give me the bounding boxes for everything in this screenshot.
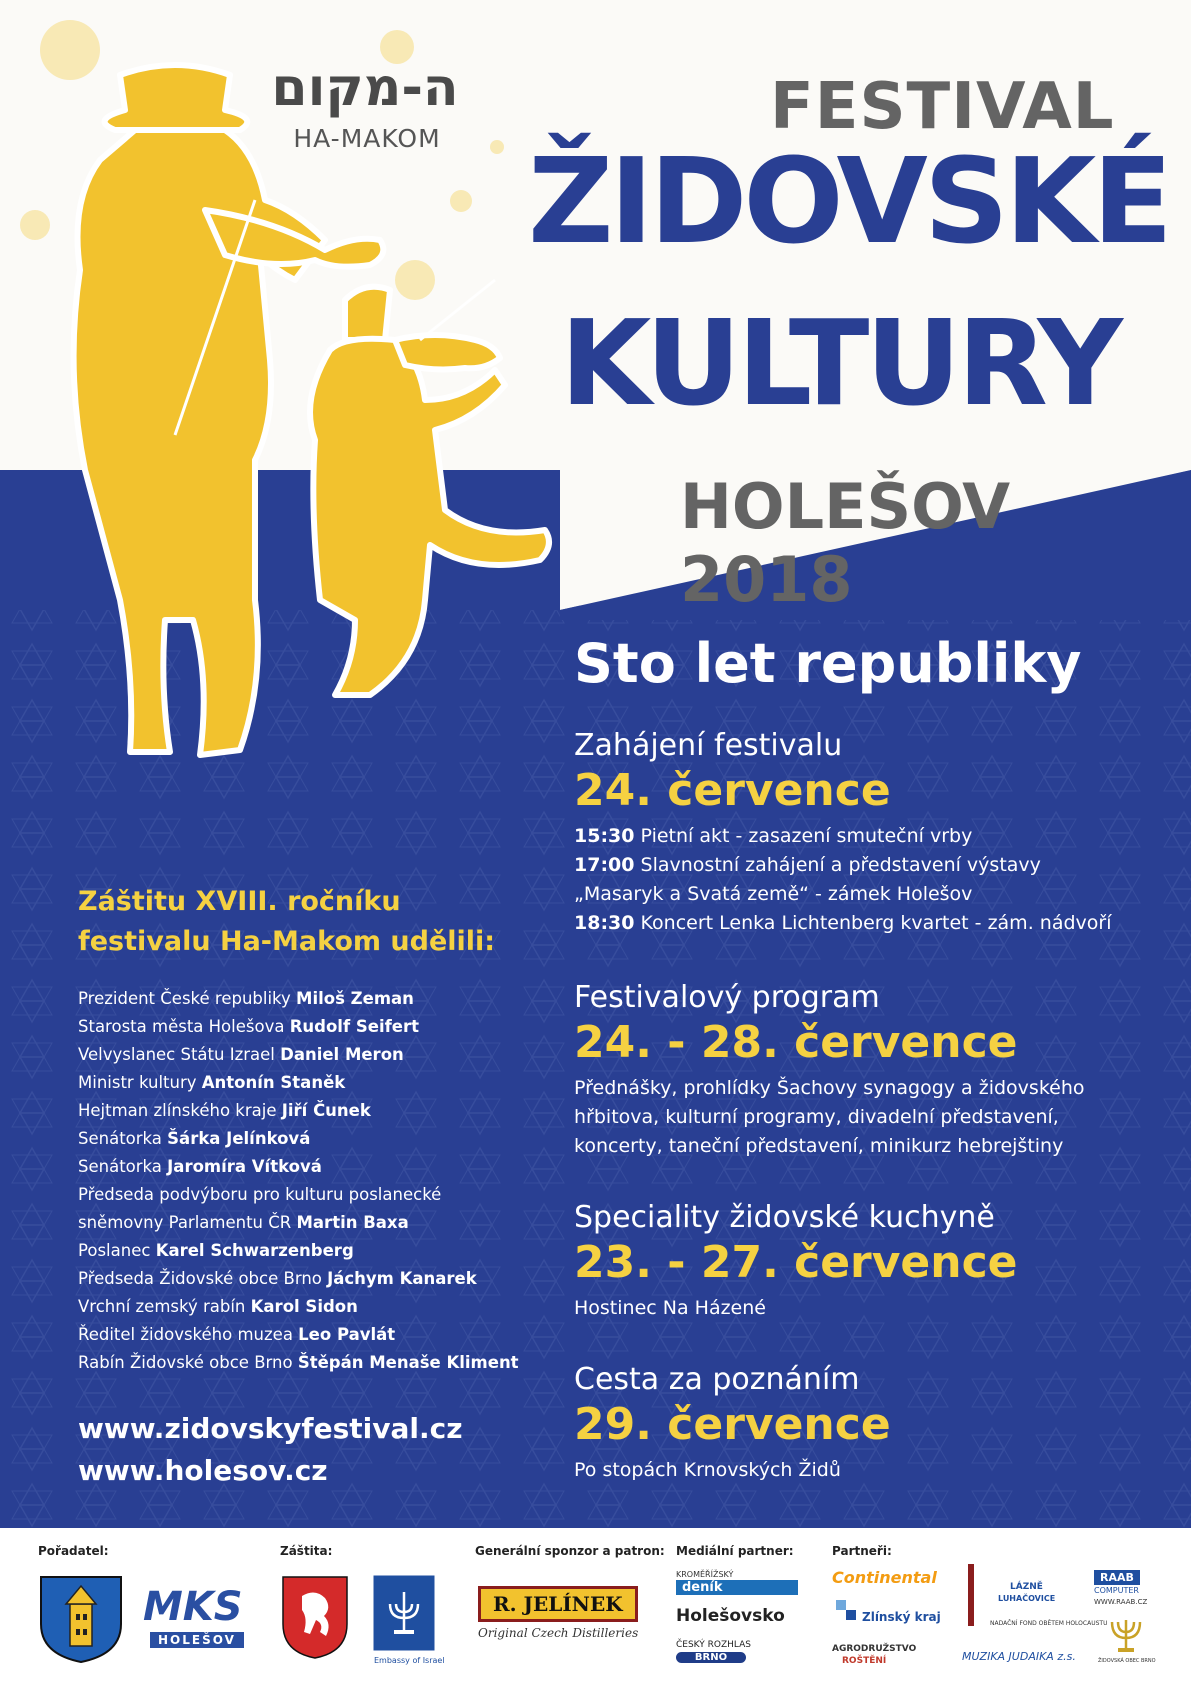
zlinsky-kraj-icon: [836, 1600, 858, 1620]
embassy-of-israel-emblem-icon: [372, 1574, 436, 1652]
menorah-icon: [1106, 1616, 1146, 1654]
patronage-list: [78, 985, 548, 1377]
program-line: „Masaryk a Svatá země“ - zámek Holešov: [574, 883, 973, 905]
rozhlas-sub: BRNO: [676, 1652, 746, 1663]
brand-latin: HA-MAKOM: [293, 124, 441, 153]
subtitle: Sto let republiky: [574, 632, 1082, 695]
section-date: 23. - 27. července: [574, 1237, 1018, 1288]
patron-item: Ředitel židovského muzea Leo Pavlát: [78, 1325, 396, 1344]
patron-item: Předseda podvýboru pro kulturu poslanecké: [78, 1185, 442, 1204]
program-line: 17:00 Slavnostní zahájení a představení výstavy: [574, 854, 1041, 876]
raab-url: WWW.RAAB.CZ: [1094, 1598, 1148, 1606]
patron-item: Senátorka Jaromíra Vítková: [78, 1157, 322, 1176]
patron-item: Vrchní zemský rabín Karol Sidon: [78, 1297, 358, 1316]
patronage-title: Záštitu XVIII. ročníku festivalu Ha-Makom udělili:: [78, 886, 496, 957]
holesov-coat-of-arms-icon: [38, 1574, 124, 1664]
muzika-judaika-logo: MUZIKA JUDAIKA z.s.: [962, 1650, 1076, 1663]
section-date: 24. července: [574, 765, 891, 816]
patron-item: Rabín Židovské obce Brno Štěpán Menaše Kliment: [78, 1353, 519, 1372]
patron-item: sněmovny Parlamentu ČR Martin Baxa: [78, 1213, 409, 1232]
patron-item: Senátorka Šárka Jelínková: [78, 1129, 311, 1148]
jelinek-sub: Original Czech Distilleries: [478, 1626, 639, 1640]
raab-sub: COMPUTER: [1094, 1586, 1139, 1595]
jelinek-logo: R. JELÍNEK: [478, 1586, 638, 1622]
patron-item: Ministr kultury Antonín Staněk: [78, 1073, 346, 1092]
footer-label-sponsor: Generální sponzor a patron:: [475, 1544, 665, 1558]
title-place-year: HOLEŠOV 2018: [680, 470, 1011, 616]
section-heading: Speciality židovské kuchyně: [574, 1200, 995, 1235]
denik-top: KROMĚŘÍŽSKÝ: [676, 1570, 734, 1579]
holesovsko-logo: Holešovsko: [676, 1606, 785, 1626]
patron-item: Starosta města Holešova Rudolf Seifert: [78, 1017, 420, 1036]
section-trip: [574, 1362, 891, 1485]
program-line: Přednášky, prohlídky Šachovy synagogy a židovského: [574, 1077, 1085, 1099]
agro-sub: ROŠTĚNÍ: [842, 1656, 887, 1666]
program-line: hřbitova, kulturní programy, divadelní představení,: [574, 1106, 1059, 1128]
program-line: 15:30 Pietní akt - zasazení smuteční vrby: [574, 825, 973, 847]
patron-item: Velvyslanec Státu Izrael Daniel Meron: [78, 1045, 404, 1064]
denik-logo: deník: [676, 1580, 798, 1595]
program-line: Hostinec Na Házené: [574, 1297, 766, 1319]
title-festival: FESTIVAL: [770, 70, 1115, 144]
lazne-logo: LÁZNĚ: [1010, 1582, 1043, 1592]
program-line: 18:30 Koncert Lenka Lichtenberg kvartet - zám. nádvoří: [574, 912, 1112, 934]
section-date: 24. - 28. července: [574, 1017, 1018, 1068]
footer-label-organizer: Pořadatel:: [38, 1544, 109, 1558]
section-opening: [574, 728, 1111, 938]
section-heading: Festivalový program: [574, 980, 880, 1015]
zlinsky-kraj-logo: Zlínský kraj: [862, 1610, 941, 1624]
patron-item: Prezident České republiky Miloš Zeman: [78, 989, 414, 1008]
mks-logo-sub: HOLEŠOV: [150, 1632, 244, 1648]
agro-logo: AGRODRUŽSTVO: [832, 1644, 917, 1654]
patron-item: Poslanec Karel Schwarzenberg: [78, 1241, 354, 1260]
program-line: koncerty, taneční představení, minikurz hebrejštiny: [574, 1135, 1064, 1157]
brand-hebrew: ה-מקום: [271, 58, 459, 118]
nadacni-logo: NADAČNÍ FOND OBĚTEM HOLOCAUSTU: [990, 1620, 1108, 1627]
program-line: Po stopách Krnovských Židů: [574, 1459, 841, 1481]
website-link[interactable]: www.holesov.cz: [78, 1454, 328, 1487]
title-line2: KULTURY: [560, 294, 1120, 432]
section-program: [574, 980, 1085, 1161]
footer-label-patronage: Záštita:: [280, 1544, 333, 1558]
czech-lion-coat-of-arms-icon: [280, 1574, 350, 1660]
patron-item: Předseda Židovské obce Brno Jáchym Kanarek: [78, 1269, 477, 1288]
embassy-text: Embassy of Israel: [374, 1656, 445, 1665]
raab-logo: RAAB: [1094, 1570, 1140, 1585]
rozhlas-logo: ČESKÝ ROZHLAS: [676, 1640, 751, 1650]
mks-logo: MKS: [143, 1584, 243, 1630]
section-cuisine: [574, 1200, 1018, 1323]
patron-item: Hejtman zlínského kraje Jiří Čunek: [78, 1101, 371, 1120]
section-heading: Zahájení festivalu: [574, 728, 843, 763]
section-date: 29. července: [574, 1399, 891, 1450]
zob-logo: ŽIDOVSKÁ OBEC BRNO: [1098, 1658, 1156, 1664]
gallery-logo-bar: [968, 1564, 974, 1626]
footer-label-partners: Partneři:: [832, 1544, 892, 1558]
website-link[interactable]: www.zidovskyfestival.cz: [78, 1412, 463, 1445]
title-line1: ŽIDOVSKÉ: [528, 132, 1169, 270]
section-heading: Cesta za poznáním: [574, 1362, 860, 1397]
footer-label-media: Mediální partner:: [676, 1544, 794, 1558]
luhacovice-logo: LUHAČOVICE: [998, 1594, 1056, 1603]
continental-logo: Continental: [832, 1568, 937, 1587]
